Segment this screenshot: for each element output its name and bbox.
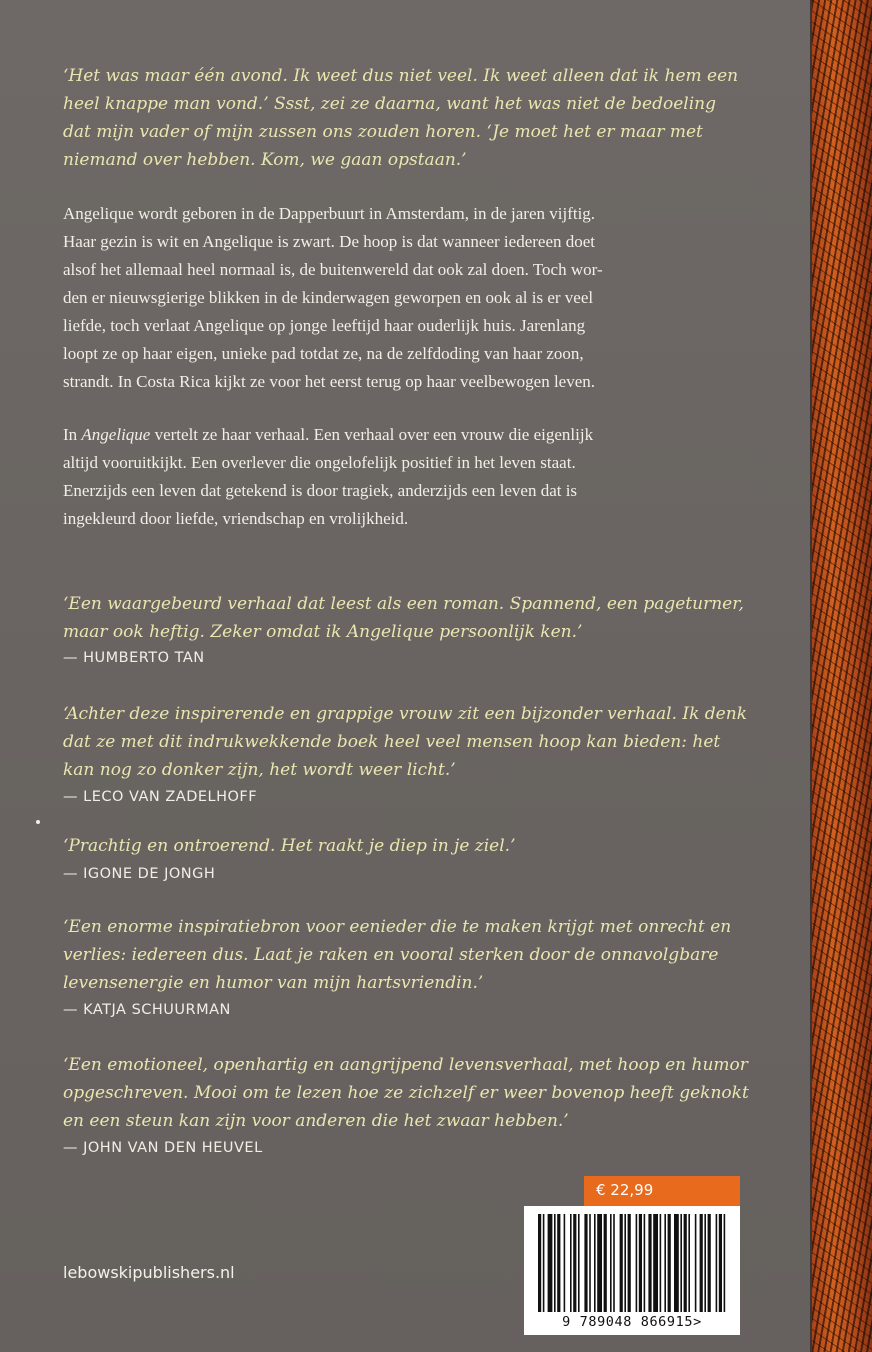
- summary-suffix: vertelt ze haar verhaal. Een verhaal over een vrouw die eigenlijk: [150, 425, 594, 444]
- isbn-barcode: [524, 1206, 740, 1335]
- endorsement-line: ‘Prachtig en ontroerend. Het raakt je diep in je ziel.’: [63, 836, 516, 856]
- barcode-bar: [597, 1214, 602, 1312]
- endorsement-author: — KATJA SCHUURMAN: [63, 1002, 231, 1018]
- barcode-bar: [636, 1214, 638, 1312]
- barcode-bar: [554, 1214, 556, 1312]
- isbn-number: [524, 1314, 740, 1330]
- endorsement-line: ‘Een enorme inspiratiebron voor eenieder die te maken krijgt met onrecht en: [63, 917, 732, 937]
- barcode-bar: [604, 1214, 607, 1312]
- synopsis-line: strandt. In Costa Rica kijkt ze voor het eerst terug op haar veelbewogen leven.: [63, 372, 596, 391]
- price-label: [584, 1176, 740, 1206]
- barcode-bar: [653, 1214, 658, 1312]
- barcode-bar: [724, 1214, 726, 1312]
- synopsis-line: den er nieuwsgierige blikken in de kinderwagen geworpen en ook al is er veel: [63, 288, 594, 307]
- barcode-bar: [584, 1214, 587, 1312]
- barcode-bar: [570, 1214, 572, 1312]
- barcode-bar: [564, 1214, 566, 1312]
- barcode-bar: [708, 1214, 711, 1312]
- intro-quote-line: dat mijn vader of mijn zussen ons zouden horen. ‘Je moet het er maar met: [63, 122, 703, 142]
- endorsement-quote: [63, 913, 763, 997]
- barcode-bar: [660, 1214, 662, 1312]
- intro-quote-line: ‘Het was maar één avond. Ik weet dus niet veel. Ik weet alleen dat ik hem een: [63, 66, 739, 86]
- summary-line: Enerzijds een leven dat getekend is door tragiek, anderzijds een leven dat is: [63, 481, 578, 500]
- barcode-bar: [624, 1214, 626, 1312]
- endorsement-line: kan nog zo donker zijn, het wordt weer licht.’: [63, 760, 456, 780]
- synopsis-paragraph: [63, 200, 775, 396]
- barcode-bar: [695, 1214, 697, 1312]
- barcode-bar: [578, 1214, 580, 1312]
- barcode-bar: [573, 1214, 576, 1312]
- barcode-bar: [589, 1214, 591, 1312]
- summary-line: altijd vooruitkijkt. Een overlever die ongelofelijk positief in het leven staat.: [63, 453, 576, 472]
- synopsis-line: loopt ze op haar eigen, unieke pad totdat ze, na de zelfdoding van haar zoon,: [63, 344, 584, 363]
- book-title: Angelique: [81, 425, 151, 444]
- endorsement-line: opgeschreven. Mooi om te lezen hoe ze zichzelf er weer bovenop heeft geknokt: [63, 1083, 749, 1103]
- endorsement-quote: [63, 700, 763, 784]
- synopsis-line: alsof het allemaal heel normaal is, de buitenwereld dat ook zal doen. Toch wor-: [63, 260, 603, 279]
- barcode-bar: [700, 1214, 703, 1312]
- margin-mark: [36, 820, 40, 824]
- barcode-bar: [719, 1214, 722, 1312]
- barcode-bar: [543, 1214, 545, 1312]
- summary-paragraph: [63, 421, 775, 533]
- endorsement-quote: [63, 832, 763, 860]
- barcode-bar: [648, 1214, 651, 1312]
- synopsis-line: liefde, toch verlaat Angelique op jonge leeftijd haar ouderlijk huis. Jarenlang: [63, 316, 586, 335]
- spine-illustration-edge: [812, 0, 872, 1352]
- endorsement-quote: [63, 1051, 763, 1135]
- barcode-bar: [664, 1214, 666, 1312]
- barcode-bar: [639, 1214, 642, 1312]
- endorsement-author: — JOHN VAN DEN HEUVEL: [63, 1140, 263, 1156]
- endorsement-line: ‘Een waargebeurd verhaal dat leest als een roman. Spannend, een pageturner,: [63, 594, 744, 614]
- barcode-bar: [684, 1214, 687, 1312]
- endorsement-line: ‘Achter deze inspirerende en grappige vrouw zit een bijzonder verhaal. Ik denk: [63, 704, 747, 724]
- endorsement-line: levensenergie en humor van mijn hartsvriendin.’: [63, 973, 484, 993]
- barcode-bar: [557, 1214, 560, 1312]
- synopsis-line: Angelique wordt geboren in de Dapperbuurt in Amsterdam, in de jaren vijftig.: [63, 204, 596, 223]
- summary-line: ingekleurd door liefde, vriendschap en vrolijkheid.: [63, 509, 409, 528]
- endorsement-author: — HUMBERTO TAN: [63, 650, 205, 666]
- endorsement-line: en een steun kan zijn voor anderen die het zwaar hebben.’: [63, 1111, 569, 1131]
- isbn-digits: 9 789048 866915: [562, 1314, 694, 1330]
- barcode-bar: [704, 1214, 706, 1312]
- endorsement-line: ‘Een emotioneel, openhartig en aangrijpend levensverhaal, met hoop en humor: [63, 1055, 748, 1075]
- endorsement-author: — IGONE DE JONGH: [63, 866, 216, 882]
- summary-prefix: In: [63, 425, 82, 444]
- barcode-bar: [548, 1214, 553, 1312]
- barcode-bar: [620, 1214, 623, 1312]
- barcode-bar: [668, 1214, 671, 1312]
- endorsement-quote: [63, 590, 763, 646]
- intro-quote-line: heel knappe man vond.’ Ssst, zei ze daarna, want het was niet de bedoeling: [63, 94, 716, 114]
- endorsement-author: — LECO VAN ZADELHOFF: [63, 789, 258, 805]
- barcode-bar: [644, 1214, 646, 1312]
- barcode-bar: [628, 1214, 631, 1312]
- barcode-bar: [594, 1214, 596, 1312]
- barcode-bar: [610, 1214, 612, 1312]
- barcode-bar: [538, 1214, 541, 1312]
- barcode-bar: [674, 1214, 679, 1312]
- isbn-arrow: >: [693, 1314, 702, 1330]
- endorsement-line: verlies: iedereen dus. Laat je raken en vooral sterken door de onnavolgbare: [63, 945, 719, 965]
- publisher-website: lebowskipublishers.nl: [63, 1263, 235, 1282]
- barcode-bar: [680, 1214, 682, 1312]
- synopsis-line: Haar gezin is wit en Angelique is zwart. De hoop is dat wanneer iedereen doet: [63, 232, 596, 251]
- barcode-bar: [613, 1214, 615, 1312]
- intro-quote: [63, 62, 763, 174]
- barcode-bar: [716, 1214, 718, 1312]
- price-value: € 22,99: [596, 1181, 654, 1199]
- endorsement-line: dat ze met dit indrukwekkende boek heel veel mensen hoop kan bieden: het: [63, 732, 721, 752]
- endorsement-line: maar ook heftig. Zeker omdat ik Angelique persoonlijk ken.’: [63, 622, 583, 642]
- intro-quote-line: niemand over hebben. Kom, we gaan opstaan.’: [63, 150, 467, 170]
- barcode-bar: [688, 1214, 690, 1312]
